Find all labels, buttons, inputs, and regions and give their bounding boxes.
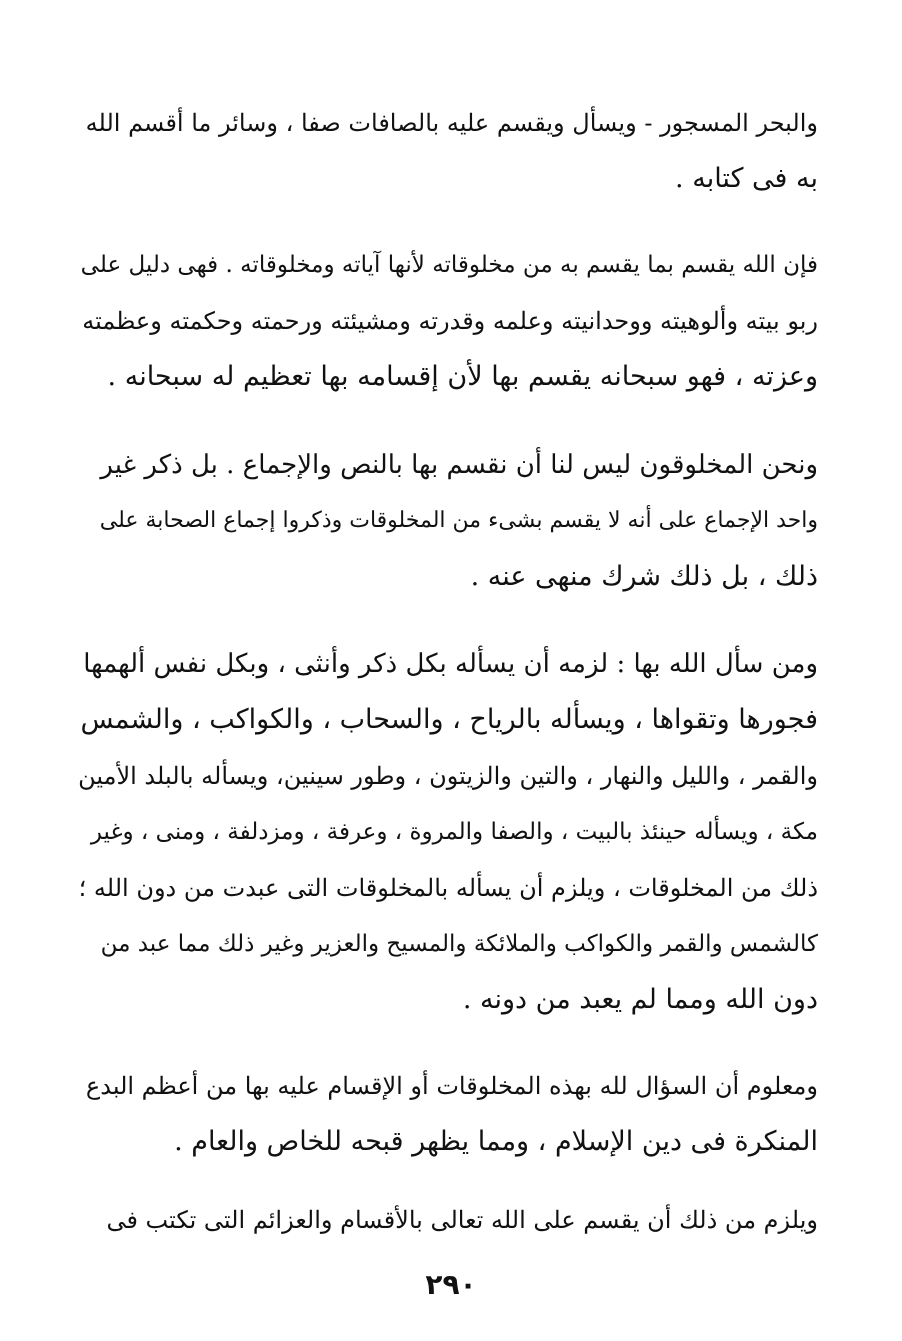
text-line: كالشمس والقمر والكواكب والملائكة والمسيح والعزير وغير ذلك مما عبد من	[100, 931, 818, 957]
paragraph-4	[78, 636, 818, 1028]
text-line: المنكرة فى دين الإسلام ، ومما يظهر قبحه للخاص والعام .	[174, 1126, 818, 1157]
text-line: دون الله ومما لم يعبد من دونه .	[462, 984, 818, 1015]
text-line: والبحر المسجور - ويسأل ويقسم عليه بالصافات صفا ، وسائر ما أقسم الله	[85, 109, 818, 137]
text-line: ويلزم من ذلك أن يقسم على الله تعالى بالأقسام والعزائم التى تكتب فى	[106, 1206, 818, 1234]
page-number: ٢٩٠	[425, 1268, 477, 1301]
paragraph-3	[78, 437, 818, 605]
text-line: ربو بيته وألوهيته ووحدانيته وعلمه وقدرته ومشيئته ورحمته وحكمته وعظمته	[82, 307, 818, 335]
paragraph-2	[78, 237, 818, 405]
text-line: ومعلوم أن السؤال لله بهذه المخلوقات أو الإقسام عليه بها من أعظم البدع	[85, 1072, 818, 1100]
text-line: به فى كتابه .	[675, 163, 818, 194]
text-line: مكة ، ويسأله حينئذ بالبيت ، والصفا والمروة ، وعرفة ، ومزدلفة ، ومنى ، وغير	[90, 819, 818, 845]
paragraph-1	[78, 95, 818, 207]
text-line: فجورها وتقواها ، ويسأله بالرياح ، والسحاب ، والكواكب ، والشمس	[80, 704, 818, 735]
text-line: ومن سأل الله بها : لزمه أن يسأله بكل ذكر وأنثى ، وبكل نفس ألهمها	[83, 649, 818, 679]
text-line: ذلك ، بل ذلك شرك منهى عنه .	[470, 561, 818, 592]
paragraph-6	[78, 1192, 818, 1248]
text-line: فإن الله يقسم بما يقسم به من مخلوقاته لأنها آياته ومخلوقاته . فهى دليل على	[80, 252, 818, 278]
paragraph-5	[78, 1058, 818, 1170]
text-line: واحد الإجماع على أنه لا يقسم بشىء من المخلوقات وذكروا إجماع الصحابة على	[99, 508, 818, 533]
text-line: ونحن المخلوقون ليس لنا أن نقسم بها بالنص والإجماع . بل ذكر غير	[100, 450, 818, 480]
text-line: ذلك من المخلوقات ، ويلزم أن يسأله بالمخلوقات التى عبدت من دون الله ؛	[78, 874, 818, 902]
text-line: وعزته ، فهو سبحانه يقسم بها لأن إقسامه بها تعظيم له سبحانه .	[107, 361, 818, 392]
text-line: والقمر ، والليل والنهار ، والتين والزيتون ، وطور سينين، ويسأله بالبلد الأمين	[78, 762, 818, 790]
